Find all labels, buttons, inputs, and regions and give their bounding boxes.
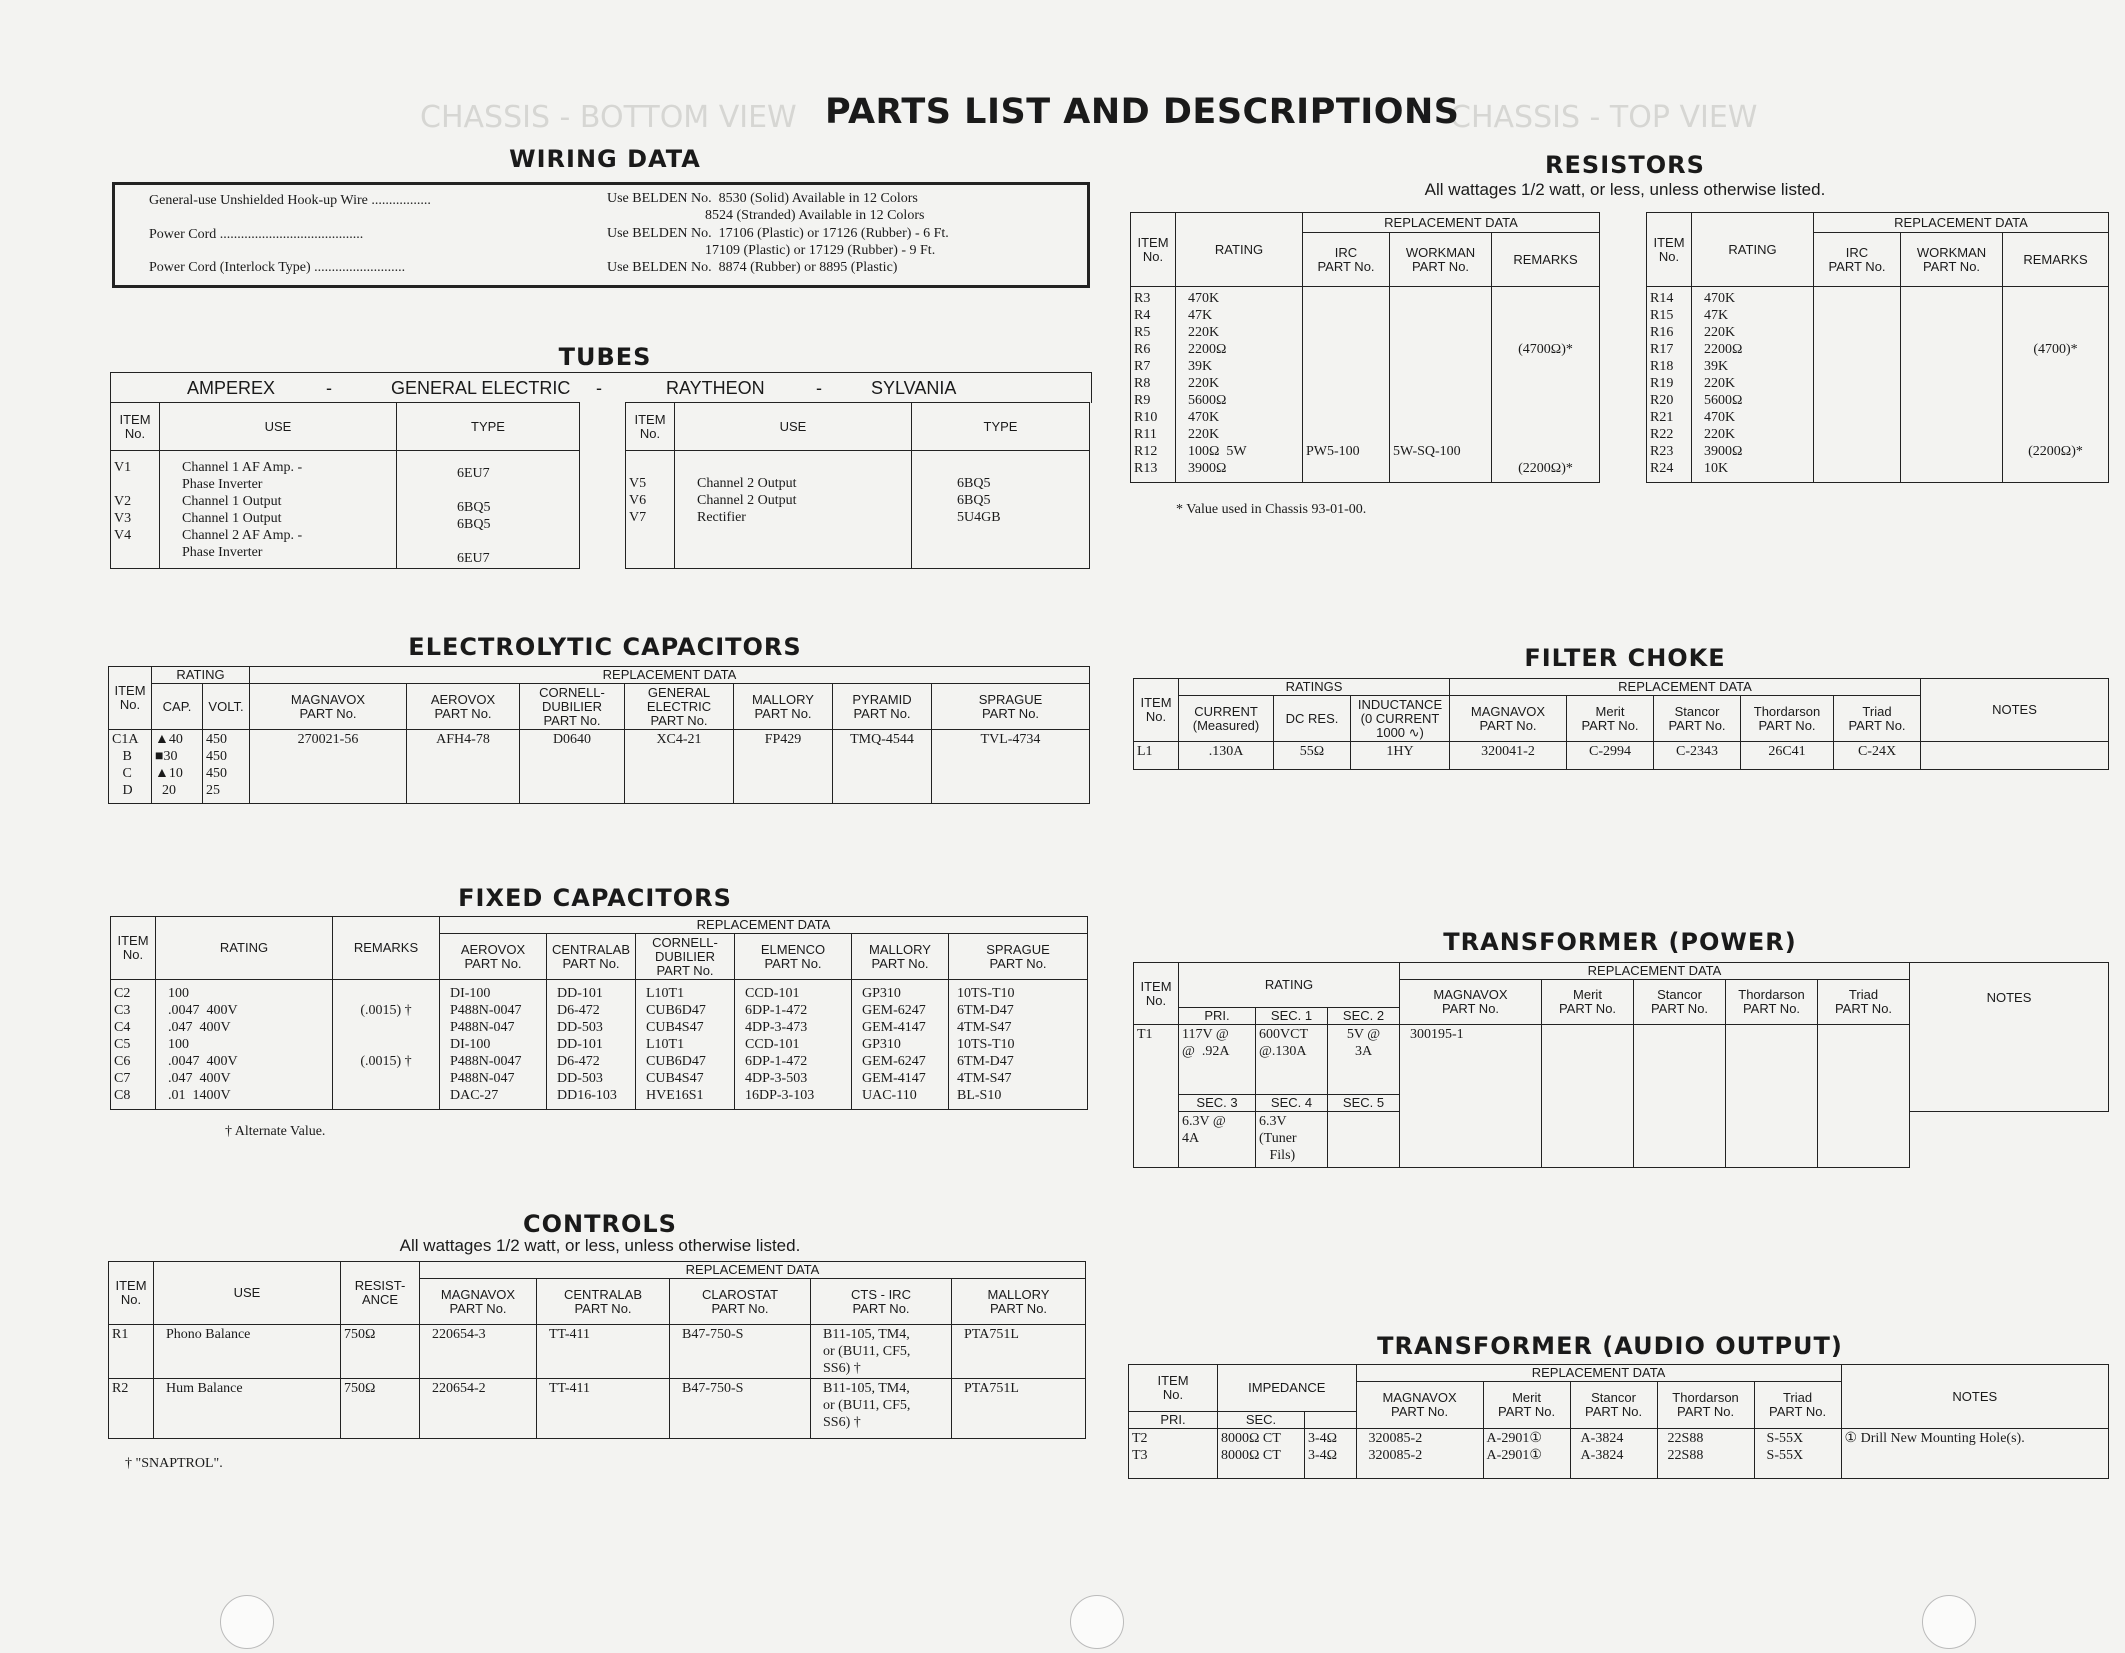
resistors-table-right (1646, 212, 2109, 483)
power-tx-sec3: 6.3V @ 4A (1179, 1112, 1256, 1168)
electrolytic-title: ELECTROLYTIC CAPACITORS (408, 633, 802, 661)
col-header: MALLORY PART No. (852, 934, 949, 980)
fixed-table (110, 916, 1088, 1110)
col-header: MAGNAVOX PART No. (1450, 696, 1567, 742)
wiring-spec: Use BELDEN No. 8874 (Rubber) or 8895 (Plastic) (607, 260, 898, 275)
col-header: VOLT. (203, 684, 250, 730)
col-header: RATING (1176, 213, 1303, 287)
electrolytic-table (108, 666, 1090, 804)
power-tx-sec1: 600VCT @.130A (1256, 1025, 1328, 1095)
col-header: REMARKS (1492, 233, 1600, 287)
choke-title: FILTER CHOKE (1524, 644, 1726, 672)
col-header: Stancor PART No. (1654, 696, 1741, 742)
col-header: REPLACEMENT DATA (1814, 213, 2109, 233)
tubes-table-right (625, 402, 1090, 569)
col-header: SEC. 5 (1328, 1095, 1400, 1112)
part-numbers: CCD-101 6DP-1-472 4DP-3-473 CCD-101 6DP-1-472 4DP-3-503 16DP-3-103 (735, 980, 852, 1110)
col-header: Stancor PART No. (1570, 1382, 1657, 1429)
col-header: CORNELL- DUBILIER PART No. (636, 934, 735, 980)
fixed-title: FIXED CAPACITORS (458, 884, 732, 912)
col-header: PYRAMID PART No. (833, 684, 932, 730)
part-number: 26C41 (1741, 742, 1834, 770)
power-tx-table (1133, 962, 2109, 1168)
col-header: CURRENT (Measured) (1179, 696, 1274, 742)
tube-maker: SYLVANIA (871, 378, 957, 398)
col-header: RATING (1692, 213, 1814, 287)
col-header: Thordarson PART No. (1657, 1382, 1754, 1429)
col-header: MAGNAVOX PART No. (420, 1279, 537, 1325)
part-number: FP429 (734, 730, 833, 804)
power-tx-sec2: 5V @ 3A (1328, 1025, 1400, 1095)
control-resistance: 750Ω (341, 1379, 420, 1439)
power-tx-title: TRANSFORMER (POWER) (1443, 928, 1797, 956)
audio-tx-notes: ① Drill New Mounting Hole(s). (1841, 1429, 2108, 1479)
tubes-table-left (110, 402, 580, 569)
col-header: WORKMAN PART No. (1901, 233, 2003, 287)
col-header: MAGNAVOX PART No. (1400, 980, 1542, 1025)
col-header: MALLORY PART No. (952, 1279, 1086, 1325)
part-number: AFH4-78 (407, 730, 520, 804)
resistor-workman (1901, 287, 2003, 483)
col-header: Thordarson PART No. (1741, 696, 1834, 742)
controls-subtitle: All wattages 1/2 watt, or less, unless otherwise listed. (399, 1236, 801, 1255)
col-header: AEROVOX PART No. (440, 934, 547, 980)
cap-items: C2 C3 C4 C5 C6 C7 C8 (111, 980, 156, 1110)
col-header: MALLORY PART No. (734, 684, 833, 730)
col-header: IRC PART No. (1814, 233, 1901, 287)
col-header: IMPEDANCE (1218, 1365, 1357, 1412)
col-header: RATING (156, 917, 333, 980)
resistor-ratings: 470K 47K 220K 2200Ω 39K 220K 5600Ω 470K 220K 100Ω 5W 3900Ω (1176, 287, 1303, 483)
col-header: RESIST- ANCE (341, 1262, 420, 1325)
col-header: REPLACEMENT DATA (1400, 963, 1910, 980)
tube-types: 6BQ5 6BQ5 5U4GB (912, 451, 1090, 569)
wiring-title: WIRING DATA (509, 145, 701, 173)
resistors-table-left (1130, 212, 1600, 483)
part-number: B11-105, TM4, or (BU11, CF5, SS6) † (811, 1325, 952, 1379)
part-number: TT-411 (537, 1325, 670, 1379)
col-header: ITEM No. (626, 403, 675, 451)
choke-item: L1 (1134, 742, 1179, 770)
control-use: Phono Balance (154, 1325, 341, 1379)
part-number (1634, 1025, 1726, 1168)
audio-tx-title: TRANSFORMER (AUDIO OUTPUT) (1377, 1332, 1843, 1360)
punch-hole (1070, 1595, 1124, 1649)
col-header: SPRAGUE PART No. (932, 684, 1090, 730)
power-tx-item: T1 (1134, 1025, 1179, 1168)
bleed-through-text: CHASSIS - TOP VIEW (1450, 100, 1758, 135)
wiring-box (112, 182, 1090, 288)
audio-tx-pri: 8000Ω CT 8000Ω CT (1218, 1429, 1305, 1479)
tube-uses: Channel 1 AF Amp. - Phase Inverter Channel 1 Output Channel 1 Output Channel 2 AF Amp. - Phase Inverter (160, 451, 397, 569)
col-header: SEC. 2 (1328, 1008, 1400, 1025)
tube-maker: RAYTHEON (666, 378, 765, 398)
col-header: PRI. (1179, 1008, 1256, 1025)
col-header: ITEM No. (1129, 1365, 1218, 1412)
col-header: ITEM No. (1134, 963, 1179, 1025)
resistor-items: R14 R15 R16 R17 R18 R19 R20 R21 R22 R23 R24 (1647, 287, 1692, 483)
part-numbers: GP310 GEM-6247 GEM-4147 GP310 GEM-6247 GEM-4147 UAC-110 (852, 980, 949, 1110)
power-tx-pri: 117V @ @ .92A (1179, 1025, 1256, 1095)
col-header: ITEM No. (1647, 213, 1692, 287)
col-header: REMARKS (2003, 233, 2109, 287)
choke-inductance: 1HY (1351, 742, 1450, 770)
resistor-items: R3 R4 R5 R6 R7 R8 R9 R10 R11 R12 R13 (1131, 287, 1176, 483)
col-header: IRC PART No. (1303, 233, 1390, 287)
col-header: REPLACEMENT DATA (250, 667, 1090, 684)
control-item: R2 (109, 1379, 154, 1439)
part-number (1542, 1025, 1634, 1168)
col-header: RATING (152, 667, 250, 684)
resistor-remarks: (4700)* (2200Ω)* (2003, 287, 2109, 483)
controls-footnote: † "SNAPTROL". (125, 1456, 223, 1471)
tube-maker-sep: - (326, 378, 332, 398)
wiring-label: Power Cord ......................................... (149, 227, 364, 242)
tube-maker: GENERAL ELECTRIC (391, 378, 571, 398)
resistors-title: RESISTORS (1545, 151, 1705, 179)
part-number (1818, 1025, 1910, 1168)
part-numbers: DI-100 P488N-0047 P488N-047 DI-100 P488N-0047 P488N-047 DAC-27 (440, 980, 547, 1110)
resistor-ratings: 470K 47K 220K 2200Ω 39K 220K 5600Ω 470K 220K 3900Ω 10K (1692, 287, 1814, 483)
tube-types: 6EU7 6BQ5 6BQ5 6EU7 (397, 451, 580, 569)
col-header: PRI. (1129, 1412, 1218, 1429)
tube-items: V1 V2 V3 V4 (111, 451, 160, 569)
tube-maker-sep: - (596, 378, 602, 398)
col-header: CLAROSTAT PART No. (670, 1279, 811, 1325)
control-use: Hum Balance (154, 1379, 341, 1439)
control-resistance: 750Ω (341, 1325, 420, 1379)
col-header: SEC. (1218, 1412, 1305, 1429)
col-header: Triad PART No. (1818, 980, 1910, 1025)
part-numbers: 22S88 22S88 (1657, 1429, 1754, 1479)
choke-table (1133, 678, 2109, 770)
cap-values: ▲40 ■30 ▲10 20 (152, 730, 203, 804)
col-header: SEC. 4 (1256, 1095, 1328, 1112)
col-header: SEC. 1 (1256, 1008, 1328, 1025)
audio-tx-items: T2 T3 (1129, 1429, 1218, 1479)
wiring-label: Power Cord (Interlock Type) .......................... (149, 260, 406, 275)
col-header: Merit PART No. (1483, 1382, 1570, 1429)
col-header: REPLACEMENT DATA (1356, 1365, 1841, 1382)
part-number: D0640 (520, 730, 625, 804)
part-number: B11-105, TM4, or (BU11, CF5, SS6) † (811, 1379, 952, 1439)
power-tx-sec4: 6.3V (Tuner Fils) (1256, 1112, 1328, 1168)
col-header: AEROVOX PART No. (407, 684, 520, 730)
tube-maker-sep: - (816, 378, 822, 398)
part-number: 220654-2 (420, 1379, 537, 1439)
col-header: REMARKS (333, 917, 440, 980)
part-number: 300195-1 (1400, 1025, 1542, 1168)
part-number: TVL-4734 (932, 730, 1090, 804)
part-number: C-2343 (1654, 742, 1741, 770)
part-number: TT-411 (537, 1379, 670, 1439)
col-header: GENERAL ELECTRIC PART No. (625, 684, 734, 730)
col-header: ITEM No. (109, 667, 152, 730)
tube-maker: AMPEREX (187, 378, 276, 398)
col-header: CAP. (152, 684, 203, 730)
part-number (1726, 1025, 1818, 1168)
control-item: R1 (109, 1325, 154, 1379)
col-header: SEC. 3 (1179, 1095, 1256, 1112)
col-header: Stancor PART No. (1634, 980, 1726, 1025)
col-header: TYPE (912, 403, 1090, 451)
col-header: CORNELL- DUBILIER PART No. (520, 684, 625, 730)
choke-current: .130A (1179, 742, 1274, 770)
punch-hole (220, 1595, 274, 1649)
resistor-irc: PW5-100 (1303, 287, 1390, 483)
controls-table (108, 1261, 1086, 1439)
col-header: RATING (1179, 963, 1400, 1008)
part-number: 320041-2 (1450, 742, 1567, 770)
resistors-footnote: * Value used in Chassis 93-01-00. (1176, 502, 1367, 517)
col-header: NOTES (1841, 1365, 2108, 1429)
col-header: Triad PART No. (1834, 696, 1921, 742)
part-numbers: L10T1 CUB6D47 CUB4S47 L10T1 CUB6D47 CUB4S47 HVE16S1 (636, 980, 735, 1110)
part-number: 220654-3 (420, 1325, 537, 1379)
col-header: ITEM No. (109, 1262, 154, 1325)
part-number: PTA751L (952, 1325, 1086, 1379)
choke-notes (1921, 742, 2109, 770)
cap-remarks: (.0015) † (.0015) † (333, 980, 440, 1110)
part-numbers: A-3824 A-3824 (1570, 1429, 1657, 1479)
col-header: WORKMAN PART No. (1390, 233, 1492, 287)
part-number: PTA751L (952, 1379, 1086, 1439)
tube-items: V5 V6 V7 (626, 451, 675, 569)
cap-volts: 450 450 450 25 (203, 730, 250, 804)
fixed-footnote: † Alternate Value. (225, 1124, 326, 1139)
col-header: REPLACEMENT DATA (1303, 213, 1600, 233)
col-header: INDUCTANCE (0 CURRENT 1000 ∿) (1351, 696, 1450, 742)
part-numbers: S-55X S-55X (1754, 1429, 1841, 1479)
col-header: CTS - IRC PART No. (811, 1279, 952, 1325)
tubes-title: TUBES (558, 343, 652, 371)
col-header: ITEM No. (1131, 213, 1176, 287)
resistor-workman: 5W-SQ-100 (1390, 287, 1492, 483)
col-header: CENTRALAB PART No. (547, 934, 636, 980)
col-header: ITEM No. (111, 917, 156, 980)
audio-tx-sec: 3-4Ω 3-4Ω (1305, 1429, 1357, 1479)
choke-dcres: 55Ω (1274, 742, 1351, 770)
wiring-label: General-use Unshielded Hook-up Wire ................. (149, 193, 431, 208)
page-title: PARTS LIST AND DESCRIPTIONS (825, 92, 1460, 132)
col-header: ITEM No. (1134, 679, 1179, 742)
col-header: ELMENCO PART No. (735, 934, 852, 980)
power-tx-sec5 (1328, 1112, 1400, 1168)
punch-hole (1922, 1595, 1976, 1649)
audio-tx-table (1128, 1364, 2109, 1479)
tubes-makers-bar (110, 372, 1092, 403)
wiring-spec: Use BELDEN No. 8530 (Solid) Available in 12 Colors 8524 (Stranded) Available in 12 Colors (607, 191, 925, 223)
controls-title: CONTROLS (523, 1210, 677, 1238)
cap-ratings: 100 .0047 400V .047 400V 100 .0047 400V .047 400V .01 1400V (156, 980, 333, 1110)
col-header: ITEM No. (111, 403, 160, 451)
col-header: REPLACEMENT DATA (1450, 679, 1921, 696)
part-number: 270021-56 (250, 730, 407, 804)
col-header: NOTES (1921, 679, 2109, 742)
part-number: TMQ-4544 (833, 730, 932, 804)
col-header: REPLACEMENT DATA (420, 1262, 1086, 1279)
col-header: MAGNAVOX PART No. (250, 684, 407, 730)
cap-items: C1A B C D (109, 730, 152, 804)
part-numbers: DD-101 D6-472 DD-503 DD-101 D6-472 DD-503 DD16-103 (547, 980, 636, 1110)
col-header: USE (154, 1262, 341, 1325)
part-number: B47-750-S (670, 1325, 811, 1379)
resistors-subtitle: All wattages 1/2 watt, or less, unless otherwise listed. (1424, 180, 1826, 199)
col-header: REPLACEMENT DATA (440, 917, 1088, 934)
part-numbers: 10TS-T10 6TM-D47 4TM-S47 10TS-T10 6TM-D47 4TM-S47 BL-S10 (949, 980, 1088, 1110)
col-header: Triad PART No. (1754, 1382, 1841, 1429)
col-header: USE (675, 403, 912, 451)
tube-uses: Channel 2 Output Channel 2 Output Rectifier (675, 451, 912, 569)
col-header: Merit PART No. (1542, 980, 1634, 1025)
part-number: C-2994 (1567, 742, 1654, 770)
col-header: SPRAGUE PART No. (949, 934, 1088, 980)
part-numbers: A-2901① A-2901① (1483, 1429, 1570, 1479)
part-number: XC4-21 (625, 730, 734, 804)
col-header: MAGNAVOX PART No. (1356, 1382, 1483, 1429)
col-header: RATINGS (1179, 679, 1450, 696)
wiring-spec: Use BELDEN No. 17106 (Plastic) or 17126 (Rubber) - 6 Ft. 17109 (Plastic) or 17129 (Rubber) - 9 Ft. (607, 226, 949, 258)
part-number: C-24X (1834, 742, 1921, 770)
col-header: Merit PART No. (1567, 696, 1654, 742)
col-header: TYPE (397, 403, 580, 451)
resistor-remarks: (4700Ω)* (2200Ω)* (1492, 287, 1600, 483)
col-header: Thordarson PART No. (1726, 980, 1818, 1025)
part-numbers: 320085-2 320085-2 (1356, 1429, 1483, 1479)
bleed-through-text: CHASSIS - BOTTOM VIEW (420, 100, 797, 135)
part-number: B47-750-S (670, 1379, 811, 1439)
col-header: DC RES. (1274, 696, 1351, 742)
col-header: USE (160, 403, 397, 451)
resistor-irc (1814, 287, 1901, 483)
col-header: NOTES (1910, 963, 2109, 1112)
col-header: CENTRALAB PART No. (537, 1279, 670, 1325)
